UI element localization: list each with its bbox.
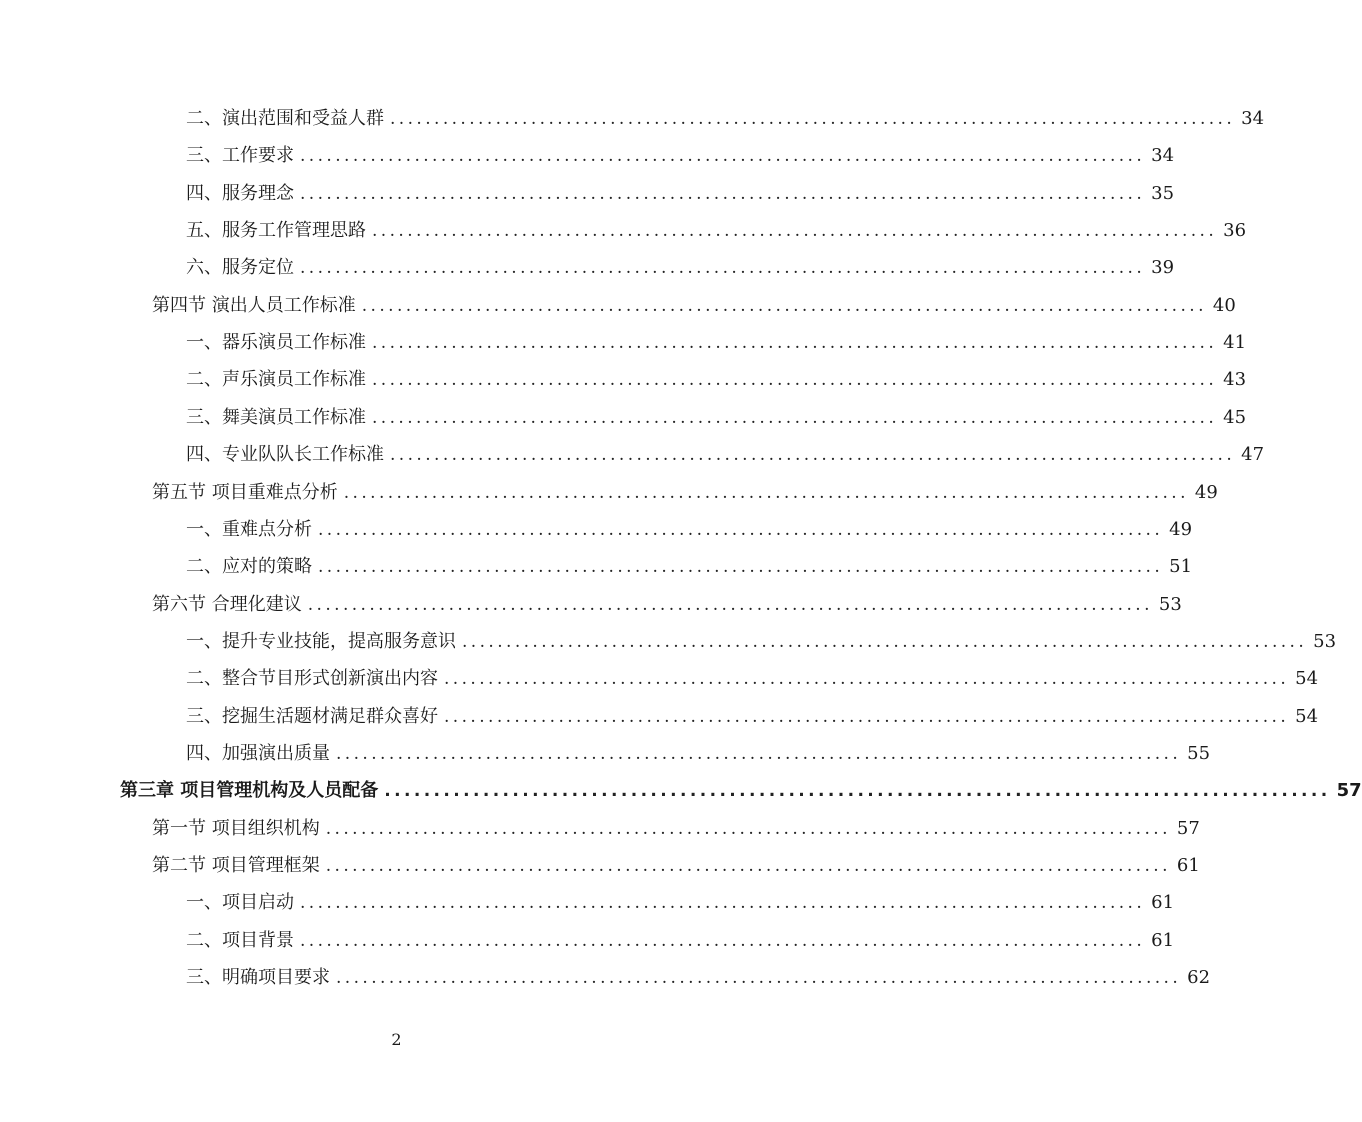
toc-entry-page: 53 xyxy=(1313,630,1337,652)
toc-entry-page: 35 xyxy=(1151,182,1175,204)
toc-entry-label: 三、工作要求 xyxy=(186,145,294,167)
toc-entry-page: 34 xyxy=(1151,145,1175,167)
toc-section-entry[interactable] xyxy=(152,590,1182,620)
toc-entry-page: 55 xyxy=(1187,742,1211,764)
toc-entry[interactable] xyxy=(186,739,1211,769)
toc-entry[interactable] xyxy=(186,664,1319,694)
toc-entry[interactable] xyxy=(186,627,1337,657)
toc-entry-label: 二、整合节目形式创新演出内容 xyxy=(186,668,438,690)
dot-leader: ................................................................................................ xyxy=(384,781,1331,802)
toc-entry-page: 49 xyxy=(1194,481,1218,503)
toc-entry-label: 二、演出范围和受益人群 xyxy=(186,108,384,129)
dot-leader: ................................................................................................ xyxy=(343,482,1189,503)
toc-entry-page: 51 xyxy=(1169,556,1193,578)
toc-entry-label: 六、服务定位 xyxy=(186,257,294,279)
toc-entry[interactable] xyxy=(186,104,1265,134)
toc-entry-label: 第四节 演出人员工作标准 xyxy=(152,294,356,316)
toc-entry-label: 四、专业队队长工作标准 xyxy=(186,444,384,466)
toc-entry-label: 第六节 合理化建议 xyxy=(152,593,302,615)
dot-leader: ................................................................................................ xyxy=(390,109,1236,129)
toc-entry[interactable] xyxy=(186,253,1175,283)
dot-leader: ................................................................................................ xyxy=(300,258,1146,279)
toc-entry-page: 39 xyxy=(1151,257,1175,279)
page-number: 2 xyxy=(391,1030,402,1049)
toc-entry-page: 57 xyxy=(1176,817,1200,839)
dot-leader: ................................................................................................ xyxy=(390,445,1236,466)
toc-entry[interactable] xyxy=(186,552,1193,582)
toc-entry[interactable] xyxy=(186,702,1319,732)
dot-leader: ................................................................................................ xyxy=(325,818,1171,839)
toc-entry-page: 61 xyxy=(1151,929,1175,951)
toc-entry[interactable] xyxy=(186,216,1247,246)
dot-leader: ................................................................................................ xyxy=(372,370,1218,391)
toc-entry-page: 36 xyxy=(1223,220,1247,242)
toc-entry-label: 三、挖掘生活题材满足群众喜好 xyxy=(186,705,438,727)
toc-entry-label: 一、重难点分析 xyxy=(186,518,312,540)
dot-leader: ................................................................................................ xyxy=(300,893,1146,914)
toc-entry-page: 40 xyxy=(1212,294,1236,316)
toc-entry-page: 43 xyxy=(1223,369,1247,391)
toc-entry-page: 62 xyxy=(1187,967,1211,989)
toc-section-entry[interactable] xyxy=(152,291,1236,321)
toc-entry-label: 二、应对的策略 xyxy=(186,556,312,578)
dot-leader: ................................................................................................ xyxy=(372,407,1218,428)
dot-leader: ................................................................................................ xyxy=(307,594,1153,615)
toc-entry-page: 57 xyxy=(1336,780,1362,802)
toc-entry-label: 一、项目启动 xyxy=(186,892,294,914)
toc-entry[interactable] xyxy=(186,179,1175,209)
toc-entry-page: 61 xyxy=(1151,892,1175,914)
toc-entry-label: 二、项目背景 xyxy=(186,929,294,951)
dot-leader: ................................................................................................ xyxy=(444,706,1290,727)
dot-leader: ................................................................................................ xyxy=(444,669,1290,690)
dot-leader: ................................................................................................ xyxy=(325,856,1171,876)
toc-entry[interactable] xyxy=(186,365,1247,395)
toc-entry-page: 54 xyxy=(1295,668,1319,690)
toc-entry[interactable] xyxy=(186,963,1211,993)
toc-entry-page: 41 xyxy=(1223,332,1247,354)
toc-entry[interactable] xyxy=(186,926,1175,956)
toc-entry-page: 54 xyxy=(1295,705,1319,727)
dot-leader: ................................................................................................ xyxy=(300,183,1146,204)
toc-entry-label: 一、提升专业技能，提高服务意识 xyxy=(186,630,456,652)
toc-entry-label: 五、服务工作管理思路 xyxy=(186,220,366,242)
toc-entry[interactable] xyxy=(186,888,1175,918)
toc-entry[interactable] xyxy=(186,515,1193,545)
toc-entry-label: 三、明确项目要求 xyxy=(186,967,330,989)
dot-leader: ................................................................................................ xyxy=(372,221,1218,242)
toc-entry-page: 34 xyxy=(1241,108,1265,129)
toc-entry-page: 45 xyxy=(1223,406,1247,428)
dot-leader: ................................................................................................ xyxy=(361,295,1207,316)
toc-entry-page: 53 xyxy=(1158,593,1182,615)
dot-leader: ................................................................................................ xyxy=(336,968,1182,989)
toc-chapter-entry[interactable] xyxy=(120,776,1362,806)
toc-entry-label: 第五节 项目重难点分析 xyxy=(152,481,338,503)
toc-entry[interactable] xyxy=(186,440,1265,470)
dot-leader: ................................................................................................ xyxy=(300,146,1146,167)
toc-entry-label: 第一节 项目组织机构 xyxy=(152,817,320,839)
dot-leader: ................................................................................................ xyxy=(318,519,1164,540)
dot-leader: ................................................................................................ xyxy=(300,930,1146,951)
toc-section-entry[interactable] xyxy=(152,851,1200,881)
toc-entry-page: 49 xyxy=(1169,518,1193,540)
toc-entry-label: 第二节 项目管理框架 xyxy=(152,855,320,876)
dot-leader: ................................................................................................ xyxy=(462,631,1308,652)
dot-leader: ................................................................................................ xyxy=(318,557,1164,578)
dot-leader: ................................................................................................ xyxy=(336,743,1182,764)
toc-entry-label: 四、加强演出质量 xyxy=(186,742,330,764)
toc-entry-label: 三、舞美演员工作标准 xyxy=(186,406,366,428)
toc-entry[interactable] xyxy=(186,328,1247,358)
dot-leader: ................................................................................................ xyxy=(372,333,1218,354)
toc-entry-page: 61 xyxy=(1176,855,1200,876)
toc-entry[interactable] xyxy=(186,403,1247,433)
toc-entry-label: 第三章 项目管理机构及人员配备 xyxy=(120,780,379,802)
toc-section-entry[interactable] xyxy=(152,814,1200,844)
toc-entry-label: 四、服务理念 xyxy=(186,182,294,204)
toc-entry-label: 二、声乐演员工作标准 xyxy=(186,369,366,391)
toc-entry-page: 47 xyxy=(1241,444,1265,466)
toc-entry-label: 一、器乐演员工作标准 xyxy=(186,332,366,354)
toc-entry[interactable] xyxy=(186,141,1175,171)
toc-section-entry[interactable] xyxy=(152,478,1218,508)
